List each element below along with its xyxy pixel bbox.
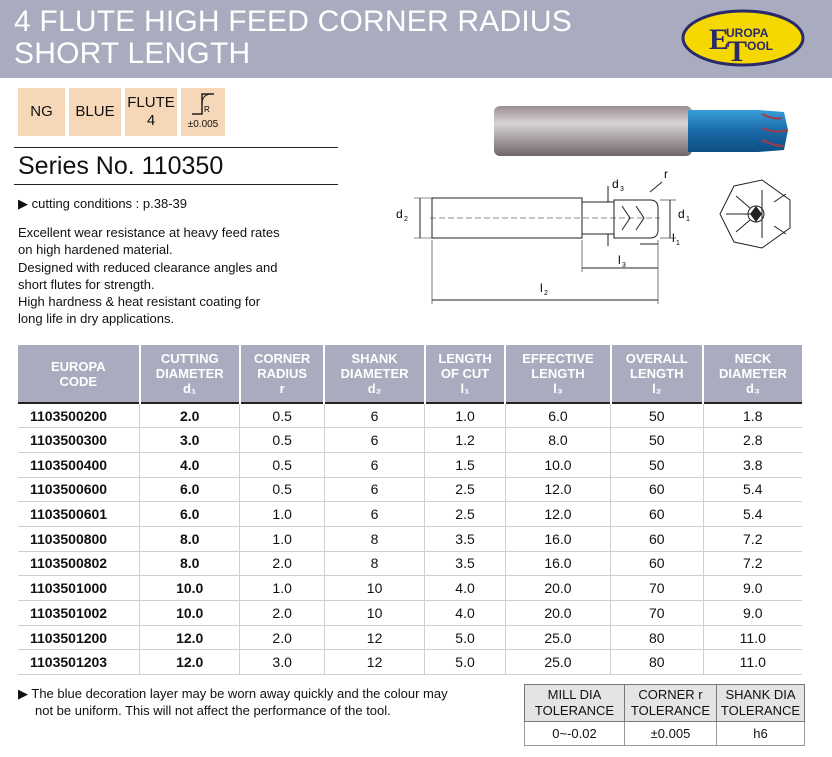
label-d2: d — [396, 207, 403, 221]
triangle-bullet-icon: ▶ — [18, 686, 32, 701]
label-l3-sub: 3 — [622, 262, 626, 269]
badge-flute — [125, 88, 177, 136]
table-cell: 8.0 — [140, 526, 240, 551]
logo-top-text: UROPA — [726, 26, 769, 40]
label-l2-sub: 2 — [544, 290, 548, 297]
tol-value-mill-dia: 0~-0.02 — [525, 722, 625, 746]
table-cell: 50 — [611, 428, 703, 453]
badge-flute-label: FLUTE — [127, 94, 175, 111]
label-d3: d — [612, 177, 619, 191]
label-d3-sub: 3 — [620, 186, 624, 193]
label-d1-sub: 1 — [686, 216, 690, 223]
table-cell: 2.0 — [240, 625, 325, 650]
table-cell: 5.0 — [425, 650, 506, 675]
tol-value-shank-dia: h6 — [717, 722, 805, 746]
table-cell: 60 — [611, 502, 703, 527]
header-line: OF CUT — [440, 366, 490, 381]
table-row — [18, 551, 802, 576]
col-header-code — [18, 345, 140, 403]
col-header-corner-radius — [240, 345, 325, 403]
tolerance-header-row — [525, 685, 805, 722]
header-symbol: l₂ — [652, 381, 662, 396]
table-cell: 3.5 — [425, 526, 506, 551]
col-header-neck-diameter — [703, 345, 802, 403]
table-cell: 6 — [324, 403, 424, 428]
description-line: Designed with reduced clearance angles and — [18, 259, 278, 275]
tolerance-value-row — [525, 722, 805, 746]
table-cell: 8 — [324, 526, 424, 551]
table-cell: 11.0 — [703, 650, 802, 675]
title-line-1: 4 FLUTE HIGH FEED CORNER RADIUS — [14, 5, 572, 38]
table-cell: 7.2 — [703, 526, 802, 551]
header-symbol: d₁ — [183, 381, 197, 396]
table-cell: 50 — [611, 403, 703, 428]
table-cell: 2.5 — [425, 502, 506, 527]
table-cell: 12.0 — [140, 650, 240, 675]
header-line: EUROPA — [50, 358, 106, 374]
table-header-row — [18, 345, 802, 403]
header-line: CUTTING — [160, 351, 219, 366]
header-line: CORNER r — [638, 687, 703, 702]
spec-badges — [18, 88, 225, 136]
page-title — [14, 6, 572, 70]
label-r: r — [664, 167, 668, 181]
table-cell: 6 — [324, 428, 424, 453]
header-symbol: d₃ — [746, 381, 760, 396]
description-line: on high hardened material. — [18, 242, 173, 258]
label-l1: l — [672, 231, 675, 245]
table-cell: 60 — [611, 477, 703, 502]
table-row — [18, 452, 802, 477]
header-symbol: l₃ — [553, 381, 563, 396]
header-line: DIAMETER — [155, 366, 224, 381]
table-cell: 12.0 — [140, 625, 240, 650]
header-line: OVERALL — [625, 351, 688, 366]
divider-top — [14, 147, 338, 148]
table-row — [18, 601, 802, 626]
tol-header-corner-r — [625, 685, 717, 722]
header-line: LENGTH — [438, 351, 492, 366]
table-cell: 0.5 — [240, 452, 325, 477]
table-cell: 3.0 — [140, 428, 240, 453]
table-cell: 4.0 — [425, 601, 506, 626]
table-cell: 70 — [611, 601, 703, 626]
col-header-length-of-cut — [425, 345, 506, 403]
header-line: SHANK — [351, 351, 398, 366]
table-cell: 7.2 — [703, 551, 802, 576]
table-row — [18, 576, 802, 601]
table-cell: 1.0 — [240, 502, 325, 527]
table-cell: 0.5 — [240, 428, 325, 453]
table-cell: 1.0 — [425, 403, 506, 428]
table-cell: 2.0 — [140, 403, 240, 428]
table-cell: 0.5 — [240, 477, 325, 502]
table-cell: 16.0 — [505, 526, 610, 551]
table-row — [18, 477, 802, 502]
table-cell: 1.0 — [240, 576, 325, 601]
description — [18, 224, 338, 328]
table-cell: 8.0 — [140, 551, 240, 576]
table-cell: 2.5 — [425, 477, 506, 502]
table-cell: 2.0 — [240, 551, 325, 576]
table-cell: 12.0 — [505, 477, 610, 502]
triangle-bullet-icon: ▶ — [18, 196, 32, 211]
badge-ng: NG — [18, 88, 65, 136]
header-line: TOLERANCE — [720, 703, 801, 718]
header-symbol: r — [279, 381, 285, 396]
tol-header-shank-dia — [717, 685, 805, 722]
table-cell: 0.5 — [240, 403, 325, 428]
footer-note — [18, 685, 498, 719]
table-cell: 60 — [611, 551, 703, 576]
header-line: CORNER — [253, 351, 311, 366]
table-cell: 12.0 — [505, 502, 610, 527]
table-cell: 10 — [324, 601, 424, 626]
header-line: DIAMETER — [340, 366, 409, 381]
table-cell: 3.5 — [425, 551, 506, 576]
note-line: The blue decoration layer may be worn away quickly and the colour may — [31, 686, 448, 701]
series-number: Series No. 110350 — [18, 152, 224, 180]
table-cell: 5.4 — [703, 477, 802, 502]
table-cell: 6.0 — [140, 502, 240, 527]
table-cell: 20.0 — [505, 601, 610, 626]
col-header-overall-length — [611, 345, 703, 403]
cutting-conditions — [18, 196, 187, 212]
header-symbol: l₁ — [460, 381, 470, 396]
table-cell: 8 — [324, 551, 424, 576]
table-cell: 80 — [611, 625, 703, 650]
table-cell: 10.0 — [505, 452, 610, 477]
header-line: LENGTH — [630, 366, 684, 381]
table-body — [18, 403, 802, 675]
table-row — [18, 502, 802, 527]
tool-photo — [492, 100, 792, 162]
table-cell: 5.4 — [703, 502, 802, 527]
tool-drawing — [390, 160, 830, 310]
table-cell: 25.0 — [505, 650, 610, 675]
title-line-2: SHORT LENGTH — [14, 37, 251, 70]
table-cell: 10.0 — [140, 601, 240, 626]
header-symbol: d₂ — [367, 381, 382, 396]
header-line: TOLERANCE — [534, 703, 615, 718]
logo-letter-e: E — [709, 23, 730, 56]
page-header — [0, 0, 832, 78]
header-line: CODE — [59, 373, 98, 389]
badge-blue: BLUE — [69, 88, 121, 136]
table-cell: 12 — [324, 625, 424, 650]
table-row — [18, 625, 802, 650]
label-l2: l — [540, 281, 543, 295]
tol-value-corner-r: ±0.005 — [625, 722, 717, 746]
description-line: short flutes for strength. — [18, 276, 155, 292]
product-table — [18, 345, 802, 675]
table-cell: 9.0 — [703, 601, 802, 626]
table-cell: 1.0 — [240, 526, 325, 551]
table-cell: 1.5 — [425, 452, 506, 477]
table-cell: 2.0 — [240, 601, 325, 626]
table-cell: 20.0 — [505, 576, 610, 601]
table-cell: 6 — [324, 452, 424, 477]
table-cell: 3.0 — [240, 650, 325, 675]
table-cell: 11.0 — [703, 625, 802, 650]
description-line: High hardness & heat resistant coating for — [18, 294, 261, 310]
divider-bottom — [14, 184, 338, 185]
table-cell: 1103500200 — [18, 403, 140, 428]
col-header-shank-diameter — [324, 345, 424, 403]
radius-letter: R — [204, 105, 210, 114]
header-line: MILL DIA — [547, 687, 602, 702]
table-row — [18, 403, 802, 428]
corner-radius-icon — [188, 90, 218, 116]
table-cell: 4.0 — [140, 452, 240, 477]
col-header-cutting-diameter — [140, 345, 240, 403]
table-row — [18, 650, 802, 675]
table-cell: 80 — [611, 650, 703, 675]
table-cell: 4.0 — [425, 576, 506, 601]
description-line: Excellent wear resistance at heavy feed rates — [18, 225, 280, 240]
table-cell: 1103500802 — [18, 551, 140, 576]
table-cell: 9.0 — [703, 576, 802, 601]
europa-tool-logo — [681, 9, 805, 67]
table-cell: 5.0 — [425, 625, 506, 650]
label-d1: d — [678, 207, 685, 221]
table-cell: 1103500400 — [18, 452, 140, 477]
table-cell: 3.8 — [703, 452, 802, 477]
table-cell: 6.0 — [140, 477, 240, 502]
col-header-effective-length — [505, 345, 610, 403]
description-line: long life in dry applications. — [18, 311, 175, 327]
logo-letter-t: T — [727, 35, 748, 67]
label-d2-sub: 2 — [404, 216, 408, 223]
table-cell: 50 — [611, 452, 703, 477]
table-row — [18, 526, 802, 551]
table-cell: 1103501200 — [18, 625, 140, 650]
table-cell: 1103500600 — [18, 477, 140, 502]
table-cell: 1.2 — [425, 428, 506, 453]
badge-corner-radius — [181, 88, 225, 136]
table-cell: 25.0 — [505, 625, 610, 650]
tol-header-mill-dia — [525, 685, 625, 722]
header-line: DIAMETER — [719, 366, 787, 381]
radius-tolerance: ±0.005 — [187, 119, 219, 130]
table-cell: 2.8 — [703, 428, 802, 453]
header-line: TOLERANCE — [630, 703, 711, 718]
table-cell: 8.0 — [505, 428, 610, 453]
cutting-conditions-text: cutting conditions : p.38-39 — [31, 196, 187, 211]
table-cell: 1103500800 — [18, 526, 140, 551]
header-line: LENGTH — [531, 366, 585, 381]
header-line: NECK — [734, 351, 772, 366]
table-cell: 1103501203 — [18, 650, 140, 675]
table-cell: 16.0 — [505, 551, 610, 576]
header-line: SHANK DIA — [725, 687, 796, 702]
label-l3: l — [618, 253, 621, 267]
label-l1-sub: 1 — [676, 240, 680, 247]
table-cell: 1103500601 — [18, 502, 140, 527]
note-line: not be uniform. This will not affect the performance of the tool. — [35, 703, 391, 718]
header-line: EFFECTIVE — [522, 351, 594, 366]
table-cell: 6 — [324, 502, 424, 527]
table-cell: 1103501002 — [18, 601, 140, 626]
table-cell: 12 — [324, 650, 424, 675]
table-cell: 10 — [324, 576, 424, 601]
tolerance-table — [524, 684, 805, 746]
table-row — [18, 428, 802, 453]
header-line: RADIUS — [257, 366, 308, 381]
badge-flute-count: 4 — [146, 112, 156, 129]
table-cell: 60 — [611, 526, 703, 551]
table-cell: 6 — [324, 477, 424, 502]
table-cell: 1.8 — [703, 403, 802, 428]
logo-bottom-text: OOL — [747, 39, 773, 53]
table-cell: 10.0 — [140, 576, 240, 601]
table-cell: 6.0 — [505, 403, 610, 428]
table-cell: 1103501000 — [18, 576, 140, 601]
table-cell: 1103500300 — [18, 428, 140, 453]
table-cell: 70 — [611, 576, 703, 601]
